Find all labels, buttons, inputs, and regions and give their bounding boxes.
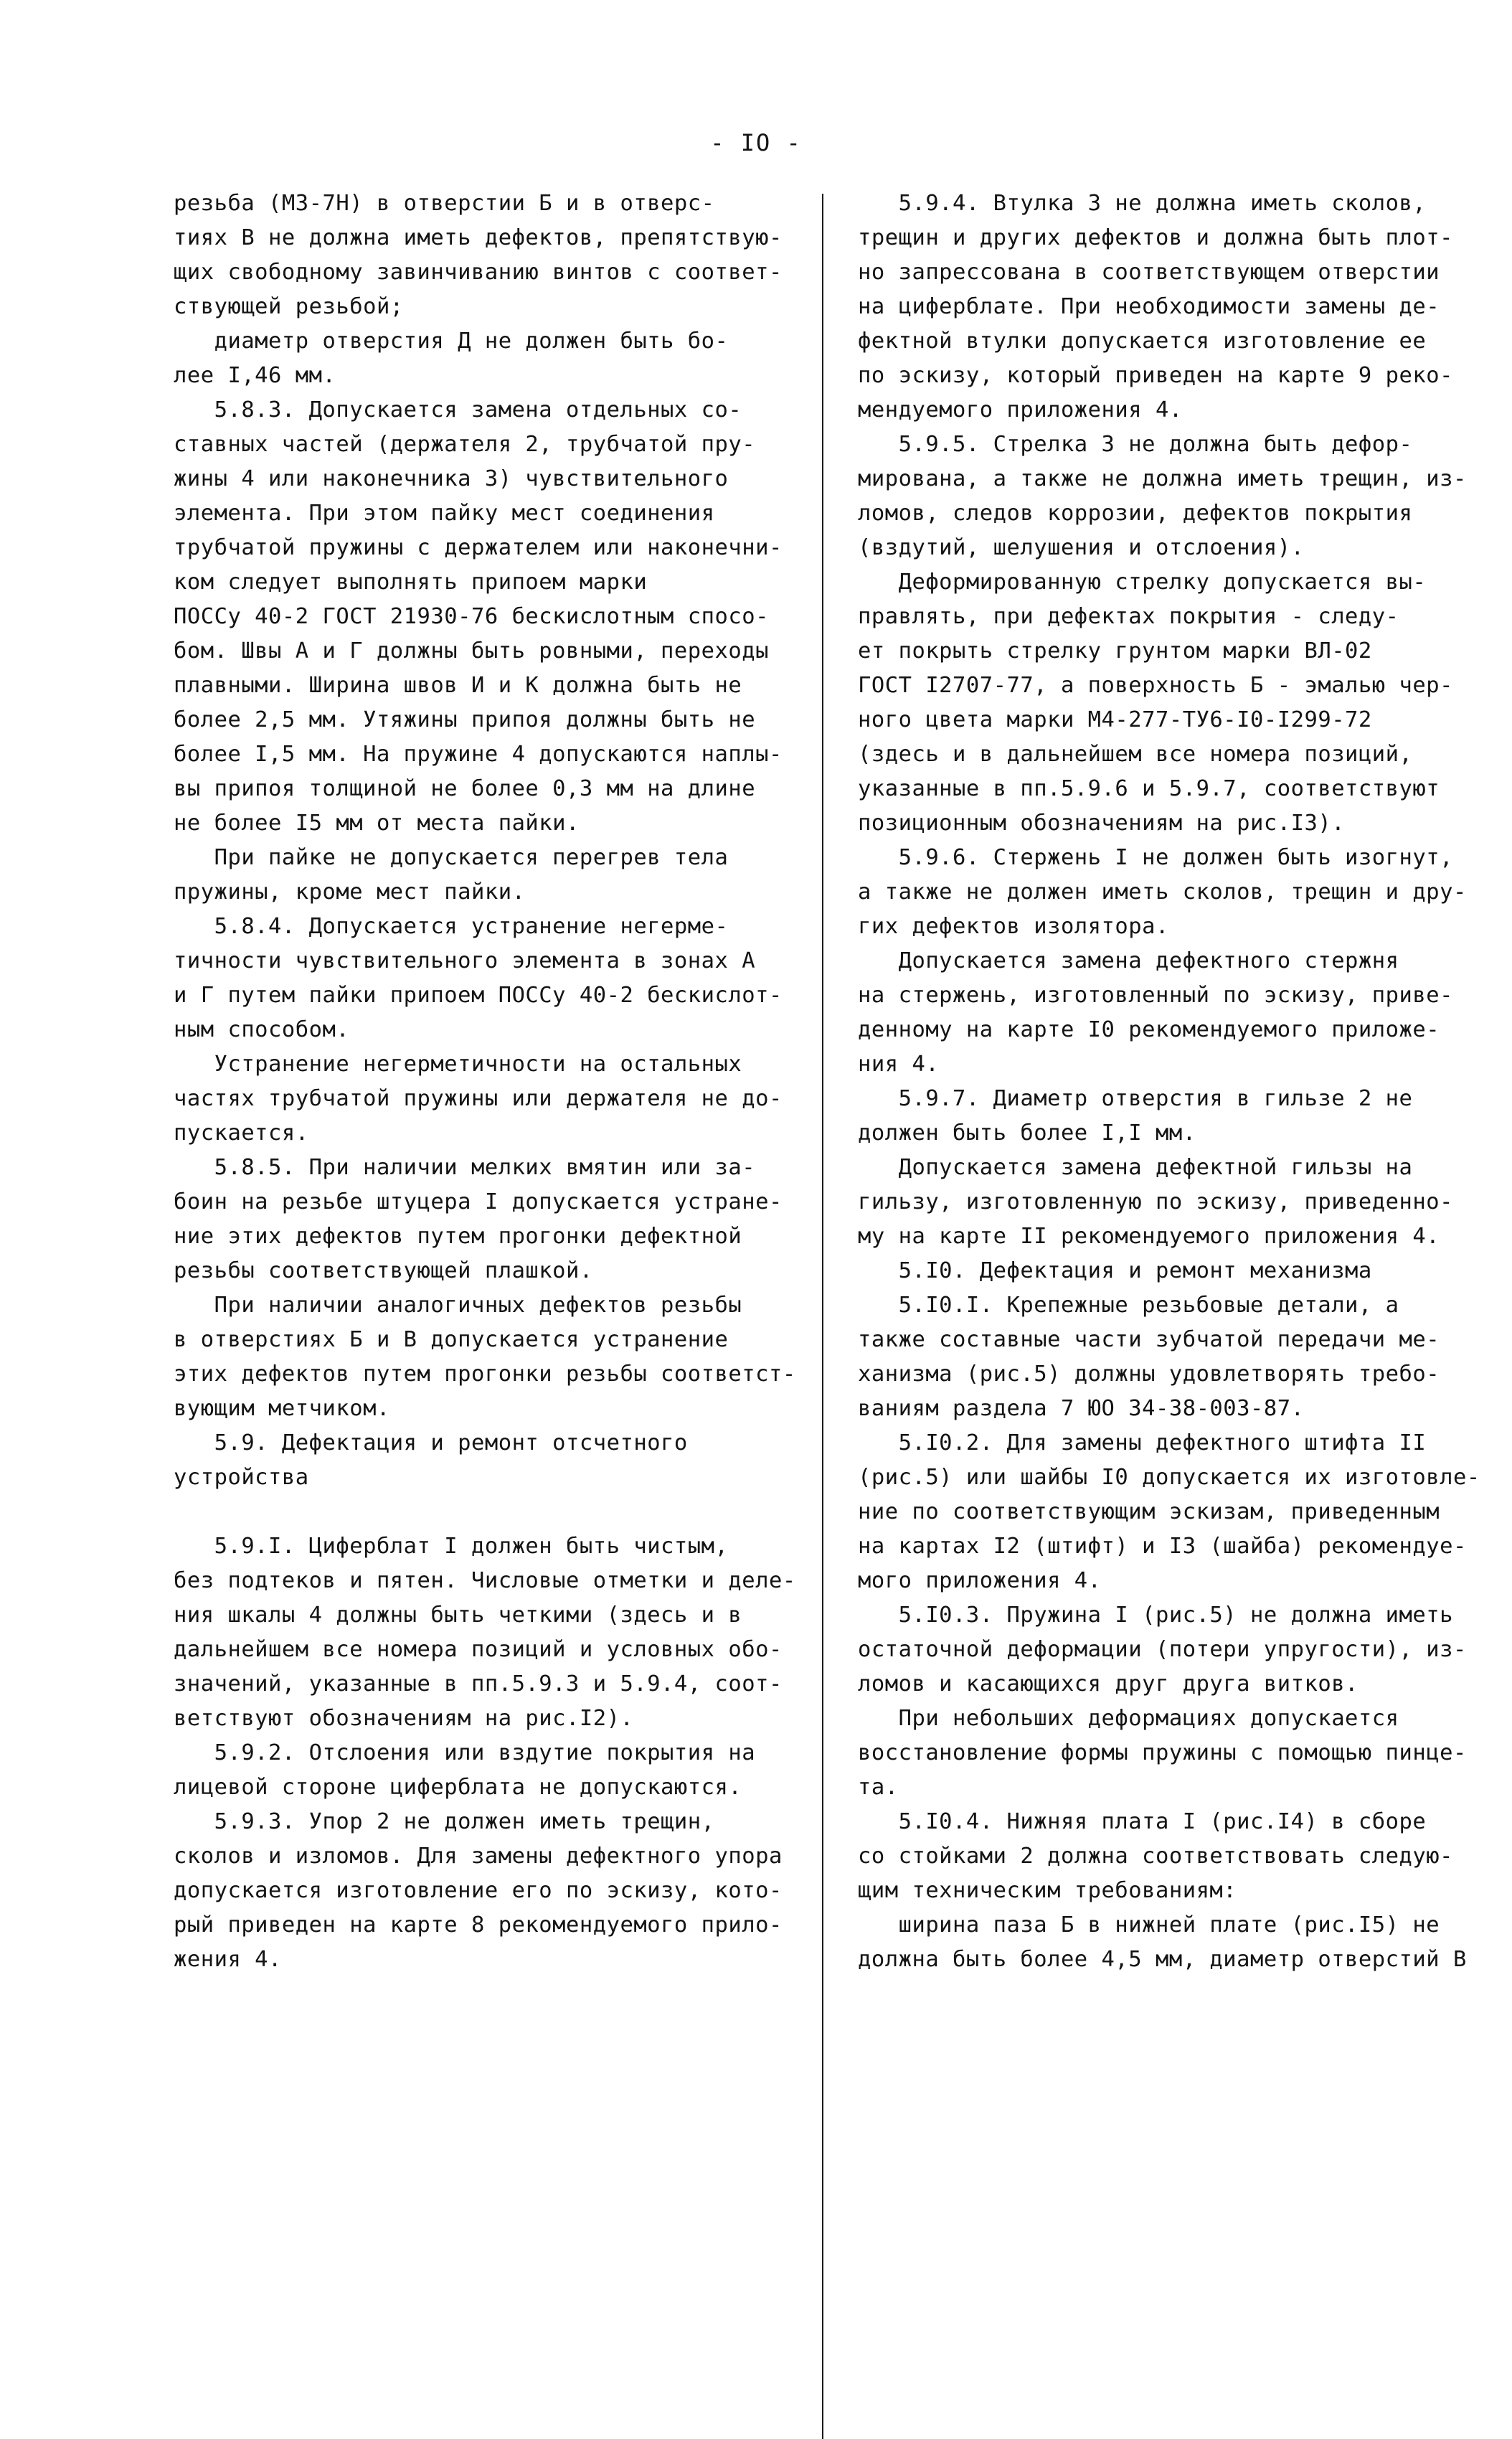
text-line: 5.8.5. При наличии мелких вмятин или за-: [174, 1155, 756, 1180]
text-line: дальнейшем все номера позиций и условных обо-: [174, 1637, 783, 1662]
text-line: вы припоя толщиной не более 0,3 мм на длине: [174, 776, 756, 801]
text-line: остаточной деформации (потери упругости), из-: [858, 1637, 1467, 1662]
text-line: При наличии аналогичных дефектов резьбы: [174, 1293, 742, 1318]
text-line: бом. Швы А и Г должны быть ровными, переходы: [174, 638, 769, 664]
text-line: позиционным обозначениям на рис.I3).: [858, 811, 1346, 836]
text-line: диаметр отверстия Д не должен быть бо-: [174, 329, 729, 354]
text-line: Допускается замена дефектного стержня: [858, 948, 1399, 973]
text-line: ние этих дефектов путем прогонки дефектной: [174, 1224, 742, 1249]
text-line: сколов и изломов. Для замены дефектного упора: [174, 1844, 783, 1869]
left-column: [174, 187, 796, 1977]
text-line: Устранение негерметичности на остальных: [174, 1052, 742, 1077]
text-line: без подтеков и пятен. Числовые отметки и деле-: [174, 1568, 796, 1593]
text-line: допускается изготовление его по эскизу, кото-: [174, 1878, 783, 1903]
text-line: указанные в пп.5.9.6 и 5.9.7, соответствуют: [858, 776, 1440, 801]
text-line: рый приведен на карте 8 рекомендуемого прило-: [174, 1912, 783, 1938]
text-line: (вздутий, шелушения и отслоения).: [858, 535, 1305, 560]
text-line: правлять, при дефектах покрытия - следу-: [858, 604, 1399, 629]
text-line: устройства: [174, 1465, 309, 1490]
text-line: ПОССу 40-2 ГОСТ 21930-76 бескислотным спосо-: [174, 604, 769, 629]
text-line: ставных частей (держателя 2, трубчатой пру-: [174, 432, 756, 457]
text-line: со стойками 2 должна соответствовать следую-: [858, 1844, 1453, 1869]
text-line: ния 4.: [858, 1052, 940, 1077]
text-line: ГОСТ I2707-77, а поверхность Б - эмалью чер-: [858, 673, 1453, 698]
text-line: боин на резьбе штуцера I допускается устране-: [174, 1189, 783, 1214]
column-divider: [822, 194, 823, 2439]
text-line: восстановление формы пружины с помощью пинце-: [858, 1740, 1467, 1765]
text-line: ного цвета марки М4-277-ТУ6-I0-I299-72: [858, 707, 1372, 732]
text-line: более 2,5 мм. Утяжины припоя должны быть не: [174, 707, 756, 732]
text-line: ширина паза Б в нижней плате (рис.I5) не: [858, 1912, 1440, 1938]
text-line: денному на карте I0 рекомендуемого приложе-: [858, 1017, 1440, 1042]
text-line: жины 4 или наконечника 3) чувствительного: [174, 466, 729, 491]
text-line: Деформированную стрелку допускается вы-: [858, 570, 1427, 595]
text-line: 5.I0.4. Нижняя плата I (рис.I4) в сборе: [858, 1809, 1427, 1834]
right-column: [858, 187, 1483, 1977]
text-line: 5.I0.2. Для замены дефектного штифта II: [858, 1430, 1427, 1456]
text-line: лее I,46 мм.: [174, 363, 336, 388]
text-line: При небольших деформациях допускается: [858, 1706, 1399, 1731]
text-line: щих свободному завинчиванию винтов с соответ-: [174, 260, 783, 285]
text-line: мирована, а также не должна иметь трещин, из-: [858, 466, 1467, 491]
text-line: ствующей резьбой;: [174, 294, 404, 319]
text-line: мендуемого приложения 4.: [858, 397, 1183, 423]
text-line: по эскизу, который приведен на карте 9 реко-: [858, 363, 1453, 388]
text-line: ет покрыть стрелку грунтом марки ВЛ-02: [858, 638, 1372, 664]
text-line: значений, указанные в пп.5.9.3 и 5.9.4, соот-: [174, 1671, 783, 1697]
text-line: вующим метчиком.: [174, 1396, 390, 1421]
text-line: 5.I0. Дефектация и ремонт механизма: [858, 1258, 1372, 1283]
text-line: 5.9.6. Стержень I не должен быть изогнут,: [858, 845, 1453, 870]
text-line: также составные части зубчатой передачи ме-: [858, 1327, 1440, 1352]
text-line: 5.I0.I. Крепежные резьбовые детали, а: [858, 1293, 1399, 1318]
text-line: более I,5 мм. На пружине 4 допускаются наплы-: [174, 742, 783, 767]
text-line: лицевой стороне циферблата не допускаются.: [174, 1775, 742, 1800]
text-line: а также не должен иметь сколов, трещин и дру-: [858, 879, 1467, 905]
text-line: 5.9.7. Диаметр отверстия в гильзе 2 не: [858, 1086, 1413, 1111]
text-line: и Г путем пайки припоем ПОССу 40-2 бескислот-: [174, 983, 783, 1008]
text-line: 5.9.2. Отслоения или вздутие покрытия на: [174, 1740, 756, 1765]
text-line: частях трубчатой пружины или держателя не до-: [174, 1086, 783, 1111]
text-line: жения 4.: [174, 1947, 282, 1972]
text-line: мого приложения 4.: [858, 1568, 1102, 1593]
text-line: пружины, кроме мест пайки.: [174, 879, 526, 905]
text-line: резьба (МЗ-7Н) в отверстии Б и в отверс-: [174, 191, 715, 216]
text-line: (рис.5) или шайбы I0 допускается их изготовле-: [858, 1465, 1480, 1490]
text-line: гильзу, изготовленную по эскизу, приведенно-: [858, 1189, 1453, 1214]
text-line: должен быть более I,I мм.: [858, 1121, 1196, 1146]
text-line: 5.9.3. Упор 2 не должен иметь трещин,: [174, 1809, 715, 1834]
text-line: ние по соответствующим эскизам, приведенным: [858, 1499, 1440, 1524]
text-line: резьбы соответствующей плашкой.: [174, 1258, 593, 1283]
text-line: элемента. При этом пайку мест соединения: [174, 501, 715, 526]
text-line: тичности чувствительного элемента в зонах А: [174, 948, 756, 973]
text-line: 5.9.I. Циферблат I должен быть чистым,: [174, 1534, 729, 1559]
text-line: При пайке не допускается перегрев тела: [174, 845, 729, 870]
text-line: фектной втулки допускается изготовление ее: [858, 329, 1427, 354]
text-line: ваниям раздела 7 ЮО 34-38-003-87.: [858, 1396, 1305, 1421]
text-line: [174, 1495, 792, 1529]
text-line: тиях В не должна иметь дефектов, препятствую-: [174, 225, 783, 250]
text-line: 5.8.3. Допускается замена отдельных со-: [174, 397, 742, 423]
text-line: ния шкалы 4 должны быть четкими (здесь и в: [174, 1603, 742, 1628]
text-line: ханизма (рис.5) должны удовлетворять требо-: [858, 1362, 1440, 1387]
text-line: в отверстиях Б и В допускается устранение: [174, 1327, 729, 1352]
text-line: трубчатой пружины с держателем или наконечни-: [174, 535, 783, 560]
text-line: 5.I0.3. Пружина I (рис.5) не должна иметь: [858, 1603, 1453, 1628]
text-line: му на карте II рекомендуемого приложения 4.: [858, 1224, 1440, 1249]
text-line: ломов, следов коррозии, дефектов покрытия: [858, 501, 1413, 526]
text-line: гих дефектов изолятора.: [858, 914, 1169, 939]
text-line: на стержень, изготовленный по эскизу, приве-: [858, 983, 1453, 1008]
text-line: на картах I2 (штифт) и I3 (шайба) рекомендуе-: [858, 1534, 1467, 1559]
text-line: Допускается замена дефектной гильзы на: [858, 1155, 1413, 1180]
text-line: на циферблате. При необходимости замены де-: [858, 294, 1440, 319]
text-line: 5.9.4. Втулка 3 не должна иметь сколов,: [858, 191, 1427, 216]
text-line: не более I5 мм от места пайки.: [174, 811, 580, 836]
text-line: этих дефектов путем прогонки резьбы соответст-: [174, 1362, 796, 1387]
text-line: плавными. Ширина швов И и К должна быть не: [174, 673, 742, 698]
text-line: ным способом.: [174, 1017, 350, 1042]
text-line: трещин и других дефектов и должна быть плот-: [858, 225, 1453, 250]
text-line: ломов и касающихся друг друга витков.: [858, 1671, 1359, 1697]
text-line: щим техническим требованиям:: [858, 1878, 1237, 1903]
text-line: та.: [858, 1775, 899, 1800]
text-line: (здесь и в дальнейшем все номера позиций,: [858, 742, 1413, 767]
text-line: пускается.: [174, 1121, 309, 1146]
text-line: 5.9. Дефектация и ремонт отсчетного: [174, 1430, 688, 1456]
text-line: но запрессована в соответствующем отверстии: [858, 260, 1440, 285]
page-number: - IO -: [710, 129, 802, 156]
text-line: ветствуют обозначениям на рис.I2).: [174, 1706, 634, 1731]
text-line: 5.9.5. Стрелка 3 не должна быть дефор-: [858, 432, 1413, 457]
text-line: 5.8.4. Допускается устранение негермe-: [174, 914, 729, 939]
text-line: должна быть более 4,5 мм, диаметр отверстий В: [858, 1947, 1467, 1972]
text-line: ком следует выполнять припоем марки: [174, 570, 648, 595]
